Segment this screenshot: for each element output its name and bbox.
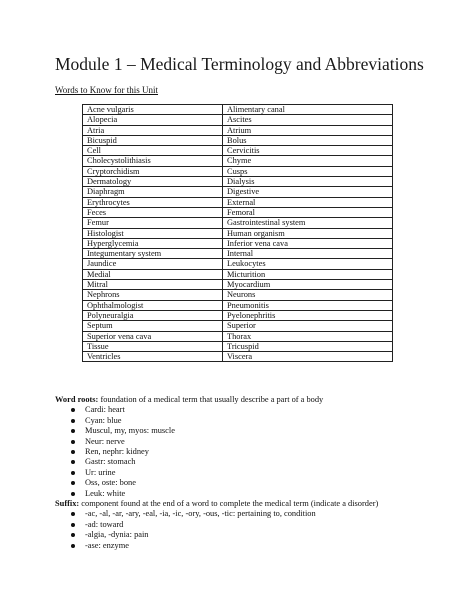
table-cell: Femur — [83, 218, 223, 228]
bullet-icon — [71, 533, 75, 537]
table-row — [83, 197, 393, 207]
bullet-icon — [71, 429, 75, 433]
table-cell: Erythrocytes — [83, 197, 223, 207]
table-row — [83, 300, 393, 310]
table-cell: Nephrons — [83, 290, 223, 300]
bullet-icon — [71, 481, 75, 485]
table-cell: Superior — [223, 321, 393, 331]
suffix-item-text: -ad: toward — [85, 519, 124, 529]
table-cell: Atria — [83, 125, 223, 135]
table-cell: Cervicitis — [223, 146, 393, 156]
suffix-text: component found at the end of a word to complete the medical term (indicate a disorder) — [79, 499, 379, 509]
word-root-item-text: Cyan: blue — [85, 415, 122, 425]
word-root-list-item — [71, 447, 465, 457]
table-cell: Diaphragm — [83, 187, 223, 197]
table-row — [83, 207, 393, 217]
table-row — [83, 310, 393, 320]
terms-table-body — [83, 105, 393, 362]
table-cell: Gastrointestinal system — [223, 218, 393, 228]
table-cell: Femoral — [223, 207, 393, 217]
word-roots-heading: Word roots: — [55, 395, 99, 404]
table-cell: Ventricles — [83, 352, 223, 362]
table-cell: Cell — [83, 146, 223, 156]
bullet-icon — [71, 471, 75, 475]
page-title: Module 1 – Medical Terminology and Abbreviations — [55, 54, 424, 74]
table-row — [83, 352, 393, 362]
word-root-list-item — [71, 437, 465, 447]
word-root-list-item — [71, 416, 465, 426]
suffix-item-text: -algia, -dynia: pain — [85, 530, 149, 540]
table-cell: Acne vulgaris — [83, 105, 223, 115]
table-cell: Medial — [83, 269, 223, 279]
word-root-list-item — [71, 468, 465, 478]
bullet-icon — [71, 523, 75, 527]
bullet-icon — [71, 440, 75, 444]
word-root-list-item — [71, 489, 465, 499]
table-cell: External — [223, 197, 393, 207]
suffix-list-item — [71, 509, 465, 519]
table-cell: Histologist — [83, 228, 223, 238]
word-root-list-item — [71, 457, 465, 467]
table-cell: Leukocytes — [223, 259, 393, 269]
table-cell: Dialysis — [223, 177, 393, 187]
suffix-list — [55, 509, 465, 551]
table-cell: Integumentary system — [83, 249, 223, 259]
table-row — [83, 156, 393, 166]
bullet-icon — [71, 408, 75, 412]
table-row — [83, 187, 393, 197]
table-row — [83, 166, 393, 176]
table-row — [83, 331, 393, 341]
table-cell: Chyme — [223, 156, 393, 166]
table-cell: Septum — [83, 321, 223, 331]
table-cell: Micturition — [223, 269, 393, 279]
definitions-section — [55, 395, 465, 551]
table-cell: Cusps — [223, 166, 393, 176]
table-row — [83, 249, 393, 259]
table-cell: Inferior vena cava — [223, 238, 393, 248]
table-row — [83, 290, 393, 300]
terms-table — [82, 104, 393, 362]
table-cell: Polyneuralgia — [83, 310, 223, 320]
bullet-icon — [71, 450, 75, 454]
table-row — [83, 228, 393, 238]
table-row — [83, 238, 393, 248]
table-row — [83, 125, 393, 135]
word-root-item-text: Gastr: stomach — [85, 457, 136, 467]
table-cell: Viscera — [223, 352, 393, 362]
word-root-item-text: Neur: nerve — [85, 436, 125, 446]
table-row — [83, 218, 393, 228]
suffix-definition — [55, 499, 465, 509]
table-cell: Jaundice — [83, 259, 223, 269]
word-root-item-text: Oss, oste: bone — [85, 478, 136, 488]
word-roots-definition — [55, 395, 465, 405]
table-cell: Internal — [223, 249, 393, 259]
bullet-icon — [71, 419, 75, 423]
table-cell: Thorax — [223, 331, 393, 341]
table-cell: Alopecia — [83, 115, 223, 125]
table-cell: Hyperglycemia — [83, 238, 223, 248]
table-row — [83, 115, 393, 125]
suffix-list-item — [71, 530, 465, 540]
table-cell: Ascites — [223, 115, 393, 125]
word-root-item-text: Ren, nephr: kidney — [85, 447, 149, 457]
table-cell: Pneumonitis — [223, 300, 393, 310]
table-row — [83, 135, 393, 145]
suffix-heading: Suffix: — [55, 499, 80, 509]
word-root-item-text: Muscul, my, myos: muscle — [85, 426, 175, 436]
suffix-item-text: -ac, -al, -ar, -ary, -eal, -ia, -ic, -ory, -ous, -tic: pertaining to, condition — [85, 509, 316, 519]
table-row — [83, 105, 393, 115]
bullet-icon — [71, 512, 75, 516]
suffix-item-text: -ase: enzyme — [85, 540, 129, 550]
section-subtitle: Words to Know for this Unit — [55, 85, 159, 95]
table-cell: Dermatology — [83, 177, 223, 187]
table-cell: Atrium — [223, 125, 393, 135]
word-root-list-item — [71, 405, 465, 415]
bullet-icon — [71, 544, 75, 548]
table-cell: Feces — [83, 207, 223, 217]
bullet-icon — [71, 460, 75, 464]
suffix-list-item — [71, 541, 465, 551]
table-cell: Cholecystolithiasis — [83, 156, 223, 166]
word-roots-text: foundation of a medical term that usually describe a part of a body — [98, 395, 324, 404]
word-root-list-item — [71, 426, 465, 436]
table-cell: Pyelonephritis — [223, 310, 393, 320]
table-cell: Ophthalmologist — [83, 300, 223, 310]
table-cell: Cryptorchidism — [83, 166, 223, 176]
word-root-item-text: Ur: urine — [85, 467, 116, 477]
word-roots-list — [55, 405, 465, 499]
table-cell: Myocardium — [223, 280, 393, 290]
table-row — [83, 269, 393, 279]
table-row — [83, 341, 393, 351]
table-cell: Tissue — [83, 341, 223, 351]
suffix-list-item — [71, 520, 465, 530]
table-cell: Bolus — [223, 135, 393, 145]
table-row — [83, 146, 393, 156]
table-row — [83, 177, 393, 187]
table-cell: Digestive — [223, 187, 393, 197]
table-cell: Human organism — [223, 228, 393, 238]
table-cell: Tricuspid — [223, 341, 393, 351]
table-row — [83, 321, 393, 331]
table-row — [83, 280, 393, 290]
table-cell: Alimentary canal — [223, 105, 393, 115]
table-row — [83, 259, 393, 269]
table-cell: Superior vena cava — [83, 331, 223, 341]
table-cell: Mitral — [83, 280, 223, 290]
word-root-item-text: Cardi: heart — [85, 405, 125, 415]
table-cell: Bicuspid — [83, 135, 223, 145]
bullet-icon — [71, 492, 75, 496]
table-cell: Neurons — [223, 290, 393, 300]
word-root-item-text: Leuk: white — [85, 488, 126, 498]
word-root-list-item — [71, 478, 465, 488]
